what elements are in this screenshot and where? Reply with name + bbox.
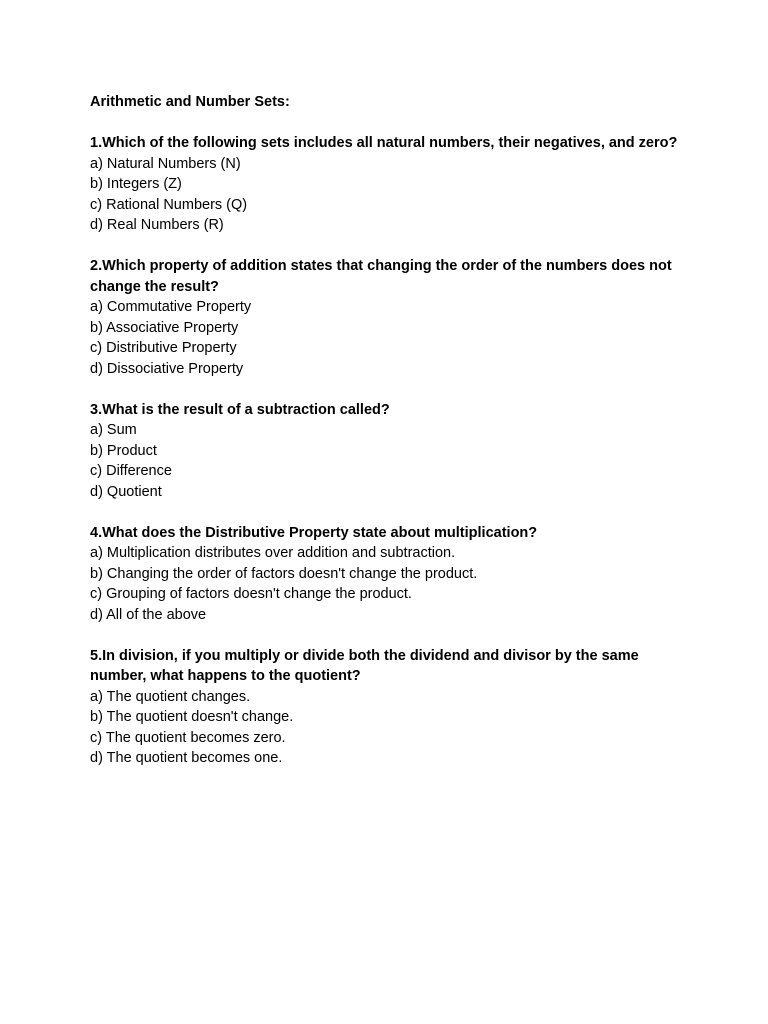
question-2 — [90, 256, 690, 379]
answer-option-a: a) Natural Numbers (N) — [90, 155, 241, 172]
question-3 — [90, 400, 690, 503]
question-5 — [90, 646, 690, 769]
answer-option-d: d) All of the above — [90, 606, 207, 623]
answer-option-b: b) Associative Property — [90, 319, 239, 336]
answer-option-c: c) Distributive Property — [90, 340, 237, 356]
answer-option-a: a) Commutative Property — [90, 299, 252, 315]
answer-option-a: a) The quotient changes. — [90, 688, 251, 705]
answer-option-b: b) Product — [90, 442, 157, 459]
answer-option-d: d) The quotient becomes one. — [90, 750, 283, 766]
answer-option-b: b) Integers (Z) — [90, 176, 182, 192]
answer-option-c: c) Grouping of factors doesn't change the product. — [90, 586, 412, 602]
question-text: 2.Which property of addition states that changing the order of the numbers does not change the result? — [90, 258, 672, 295]
answer-option-a: a) Sum — [90, 422, 137, 438]
answer-option-d: d) Quotient — [90, 483, 162, 500]
section-heading: Arithmetic and Number Sets: — [90, 94, 290, 110]
question-text: 4.What does the Distributive Property state about multiplication? — [90, 524, 538, 541]
question-4 — [90, 523, 690, 626]
answer-option-c: c) Difference — [90, 463, 172, 479]
question-text: 5.In division, if you multiply or divide both the dividend and divisor by the same number, what happens to the quotient? — [90, 647, 639, 684]
answer-option-d: d) Dissociative Property — [90, 360, 244, 377]
document-page — [90, 92, 690, 769]
question-1 — [90, 133, 690, 236]
question-text: 3.What is the result of a subtraction called? — [90, 401, 390, 418]
answer-option-c: c) The quotient becomes zero. — [90, 729, 286, 746]
answer-option-a: a) Multiplication distributes over addition and subtraction. — [90, 545, 456, 561]
answer-option-b: b) The quotient doesn't change. — [90, 709, 294, 725]
answer-option-d: d) Real Numbers (R) — [90, 217, 224, 233]
answer-option-b: b) Changing the order of factors doesn't change the product. — [90, 565, 478, 582]
answer-option-c: c) Rational Numbers (Q) — [90, 196, 248, 213]
question-text: 1.Which of the following sets includes all natural numbers, their negatives, and zero? — [90, 135, 678, 151]
